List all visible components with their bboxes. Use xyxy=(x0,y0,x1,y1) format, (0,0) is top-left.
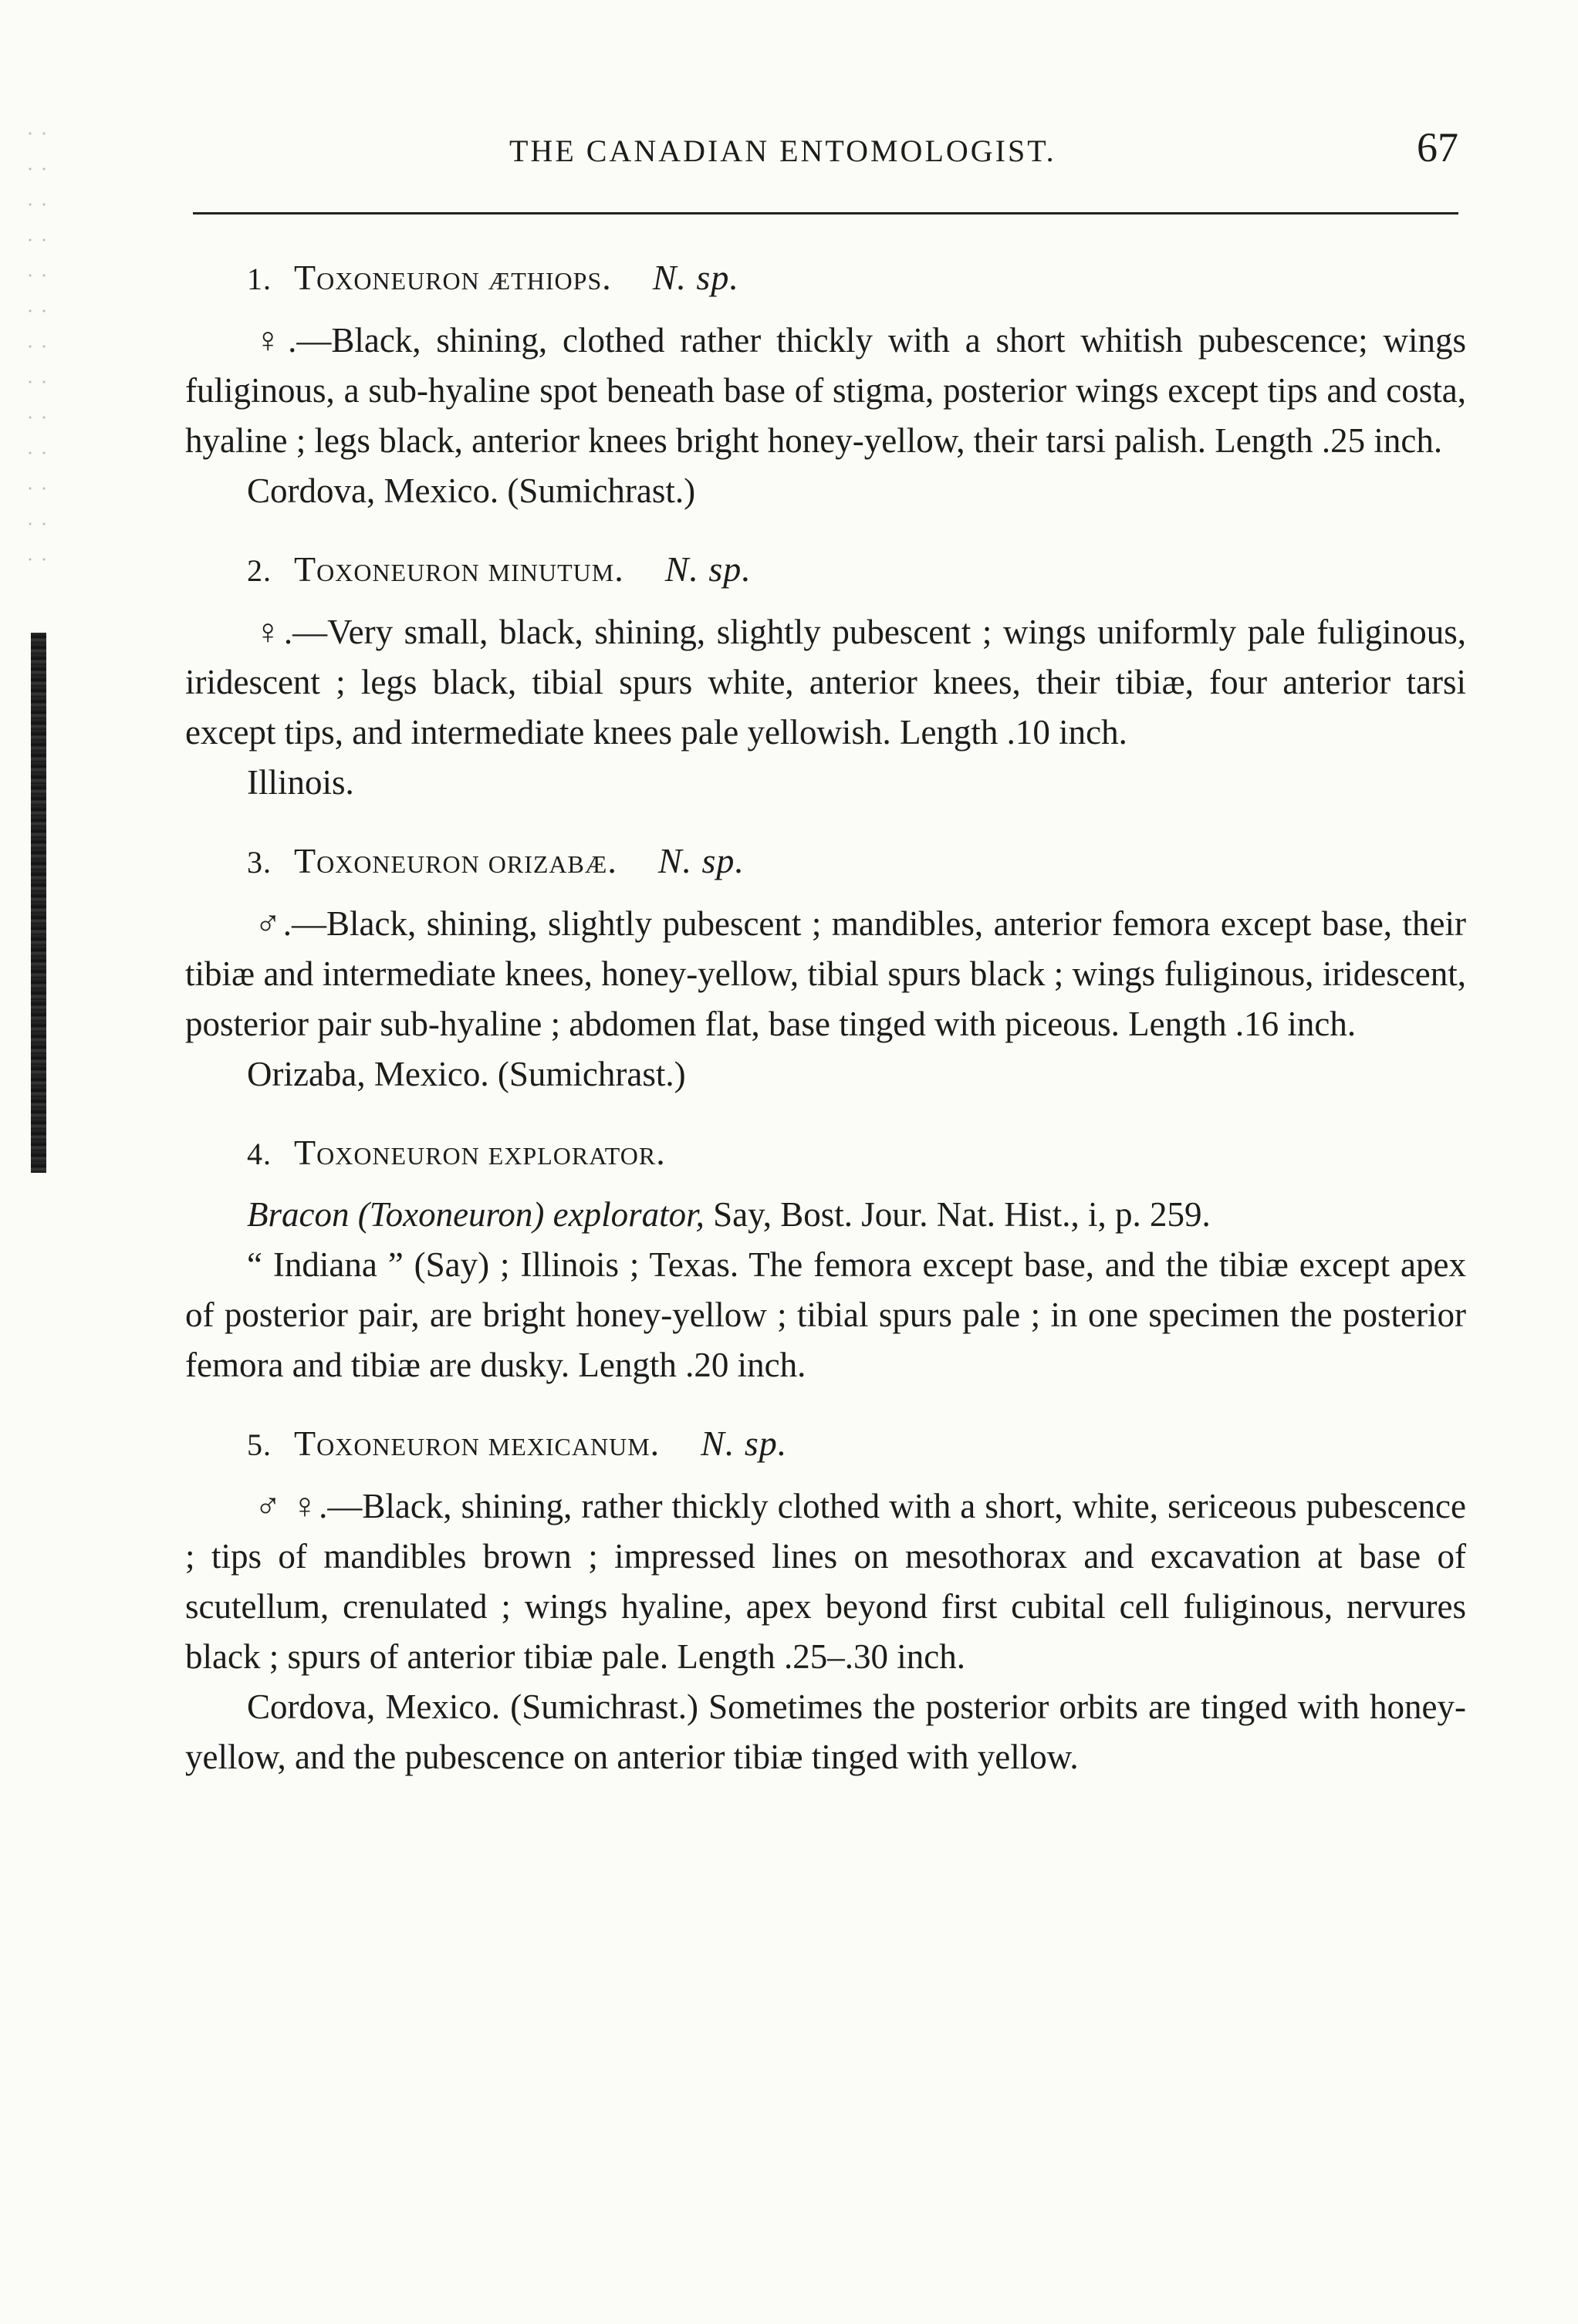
species-heading-5 xyxy=(185,1418,1466,1470)
new-species-mark: N. sp. xyxy=(701,1424,788,1463)
species-locality-5: Cordova, Mexico. (Sumichrast.) Sometimes the posterior orbits are tinged with honey-yellow, and the pubescence on anterior tibiæ tinged with yellow. xyxy=(185,1687,1466,1776)
page-number: 67 xyxy=(1417,124,1458,171)
entry-number: 5. xyxy=(247,1427,272,1462)
sex-symbol: ♂ xyxy=(255,904,283,943)
species-name: orizabæ. xyxy=(488,841,617,880)
species-description-1 xyxy=(185,315,1466,466)
species-description-5 xyxy=(185,1481,1466,1682)
sex-symbol: ♀ xyxy=(255,320,289,360)
citation-italic: Bracon (Toxoneuron) explorator, xyxy=(247,1195,705,1234)
species-locality-2: Illinois. xyxy=(247,763,354,802)
species-name: minutum. xyxy=(488,549,624,589)
species-heading-1 xyxy=(185,252,1466,304)
description-text: .—Black, shining, slightly pubescent ; mandibles, anterior femora except base, their tibiæ and intermediate knees, honey-yellow, tibial spurs black ; wings fuliginous, iridescent, posterior pair sub-hyaline ; abdomen flat, base tinged with piceous. Length .16 inch. xyxy=(185,904,1467,1043)
description-text: .—Black, shining, clothed rather thickly with a short whitish pubescence; wings fuliginous, a sub-hyaline spot beneath base of stigma, posterior wings except tips and costa, hyaline ; legs black, anterior knees bright honey-yellow, their tarsi palish. Length .25 inch. xyxy=(185,321,1466,460)
genus-name: Toxoneuron xyxy=(294,549,480,589)
new-species-mark: N. sp. xyxy=(652,258,739,297)
running-title: THE CANADIAN ENTOMOLOGIST. xyxy=(509,133,1056,168)
genus-name: Toxoneuron xyxy=(294,1424,480,1463)
sex-symbol: ♀ xyxy=(255,612,284,651)
genus-name: Toxoneuron xyxy=(294,841,480,880)
description-text: .—Black, shining, rather thickly clothed with a short, white, sericeous pubescence ; tips of mandibles brown ; impressed lines on mesothorax and excavation at base of scutellum, crenulated ; wings hyaline, apex beyond first cubital cell fuliginous, nervures black ; spurs of anterior tibiæ pale. Length .25–.30 inch. xyxy=(185,1487,1467,1676)
sex-symbol: ♂ ♀ xyxy=(255,1486,319,1525)
species-name: mexicanum. xyxy=(488,1424,661,1463)
species-heading-4 xyxy=(185,1127,1466,1179)
species-name: explorator. xyxy=(488,1133,666,1172)
binding-edge-speckles xyxy=(23,116,54,579)
species-description-4: “ Indiana ” (Say) ; Illinois ; Texas. The femora except base, and the tibiæ except apex of posterior pair, are bright honey-yellow ; tibial spurs pale ; in one specimen the posterior femora and tibiæ are dusky. Length .20 inch. xyxy=(185,1245,1466,1384)
new-species-mark: N. sp. xyxy=(657,841,745,880)
species-name: æthiops. xyxy=(488,258,612,297)
entry-number: 3. xyxy=(247,845,272,880)
species-locality-3: Orizaba, Mexico. (Sumichrast.) xyxy=(247,1055,686,1093)
species-description-3 xyxy=(185,898,1466,1049)
species-heading-2 xyxy=(185,544,1466,596)
page-body xyxy=(185,235,1466,1810)
species-description-2 xyxy=(185,606,1466,758)
page-header xyxy=(185,116,1458,177)
binding-edge xyxy=(31,633,46,1173)
species-citation-4 xyxy=(185,1190,1466,1240)
entry-number: 1. xyxy=(247,262,272,296)
genus-name: Toxoneuron xyxy=(294,258,480,297)
entry-number: 4. xyxy=(247,1137,272,1171)
citation-text: Say, Bost. Jour. Nat. Hist., i, p. 259. xyxy=(704,1195,1211,1234)
species-locality-1: Cordova, Mexico. (Sumichrast.) xyxy=(247,471,696,510)
entry-number: 2. xyxy=(247,553,272,588)
genus-name: Toxoneuron xyxy=(294,1133,480,1172)
header-rule xyxy=(193,212,1458,214)
species-heading-3 xyxy=(185,836,1466,887)
description-text: .—Very small, black, shining, slightly pubescent ; wings uniformly pale fuliginous, iridescent ; legs black, tibial spurs white, anterior knees, their tibiæ, four anterior tarsi except tips, and intermediate knees pale yellowish. Length .10 inch. xyxy=(185,613,1466,752)
new-species-mark: N. sp. xyxy=(664,549,752,589)
